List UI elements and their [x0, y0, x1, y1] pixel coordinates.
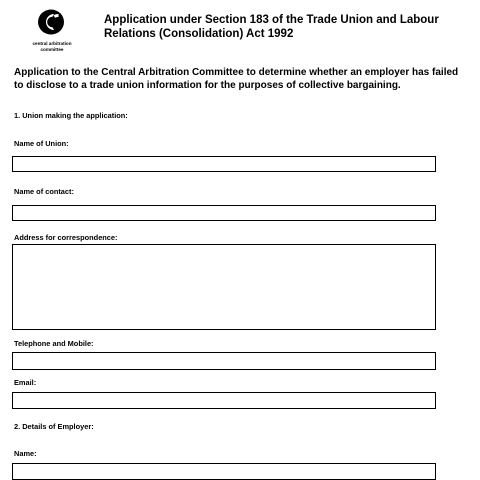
application-description: Application to the Central Arbitration Committee to determine whether an employer has failed to disclose to a trade union information for the purposes of collective bargaining. — [14, 67, 459, 91]
logo-text-line2: committee — [40, 46, 64, 52]
employer-name-label: Name: — [14, 449, 37, 458]
contact-name-label: Name of contact: — [14, 187, 74, 196]
document-title: Application under Section 183 of the Trade Union and Labour Relations (Consolidation) Act 1992 — [104, 14, 439, 40]
email-input[interactable] — [12, 392, 436, 409]
cac-logo-icon — [31, 5, 71, 39]
union-name-label: Name of Union: — [14, 139, 69, 148]
union-name-input[interactable] — [12, 156, 436, 172]
cac-logo — [24, 5, 94, 50]
employer-section-heading: 2. Details of Employer: — [14, 422, 94, 431]
employer-name-input[interactable] — [12, 463, 436, 480]
telephone-label: Telephone and Mobile: — [14, 339, 94, 348]
contact-name-input[interactable] — [12, 205, 436, 221]
logo-text-line1: central arbitration — [32, 41, 72, 46]
telephone-input[interactable] — [12, 352, 436, 370]
address-label: Address for correspondence: — [14, 233, 118, 242]
email-label: Email: — [14, 378, 37, 387]
union-section-heading: 1. Union making the application: — [14, 111, 128, 120]
address-textarea[interactable] — [12, 244, 436, 330]
